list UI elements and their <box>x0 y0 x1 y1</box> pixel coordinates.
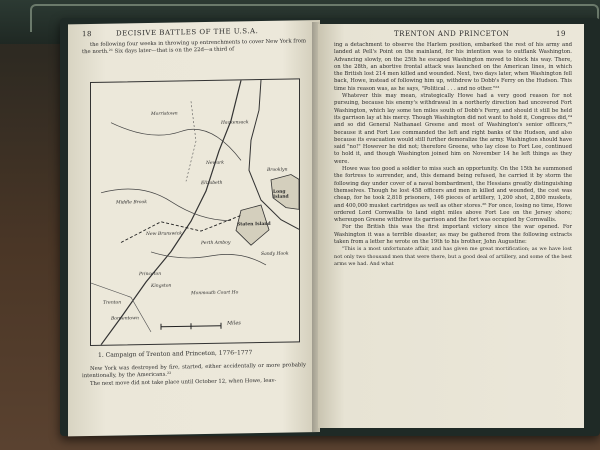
left-bottom-text: New York was destroyed by fire, started, either accidentally or more probably intentionally, by the Americans.²² The next move did not take place until October 12, when Howe, leav- <box>82 362 306 387</box>
map-label: New Brunswick <box>146 231 182 238</box>
map-label: Perth Amboy <box>201 240 231 247</box>
paragraph: Howe was too good a soldier to miss such an opportunity. On the 15th he summoned the fortress to surrender, and, this demand being refused, he carried it by storm the following day under cover of a naval bombardment, the Hessians greatly distinguishing themselves. Though he lost 458 officers and men in killed and wounded, the cost was cheap, for he took 2,818 prisoners, 146 pieces of artillery, 1,200 shot, 2,800 muskets, and 400,000 musket cartridges as well as other stores.²⁶ For once, losing no time, Howe ordered Lord Cornwallis to land eight miles above Fort Lee on the Jersey shore; whereupon Greene withdrew its garrison and the fort was occupied by Cornwallis. <box>334 166 572 224</box>
right-page <box>318 24 584 428</box>
map-label: Princeton <box>139 271 162 278</box>
map-label: Morristown <box>151 111 178 117</box>
map-label: Hackensack <box>221 120 249 126</box>
map-label: Bordentown <box>111 316 139 322</box>
paragraph: ing a detachment to observe the Harlem position, embarked the rest of his army and landed at Pell's Point on the mainland, for his intention was to outflank Washington. Advancing slowly, on the 25th he escaped Washington moved to block his way. There, on the 28th, an abortive frontal attack was launched on the American lines, in which the British lost 214 men killed and wounded. Next, two days later, when Washington fell back, Howe, instead of following him up, withdrew to Dobb's Ferry on the Hudson. This time his reason was, as he says, "Political . . . and no other."²³ <box>334 42 572 92</box>
left-page-number: 18 <box>82 29 92 39</box>
left-top-text: the following four weeks in throwing up entrenchments to cover New York from the north.²¹ Six days later—that is on the 22d—a third of <box>82 38 306 56</box>
paragraph: For the British this was the first important victory since the war opened. For Washington it was a terrible disaster, as may be gathered from the following extracts taken from a letter he wrote on the 19th to his brother, John Augustine: <box>334 224 572 246</box>
map-label: Trenton <box>103 300 122 306</box>
map-label: Staten Island <box>237 221 271 228</box>
map-label: Monmouth Court Ho <box>191 290 239 297</box>
map-label: Kingston <box>151 283 172 289</box>
map-label: Brooklyn <box>267 167 288 173</box>
map-label: Elizabeth <box>201 180 223 187</box>
campaign-map <box>90 78 300 346</box>
map-scale-label: Miles <box>227 320 241 327</box>
map-drawing <box>91 79 299 345</box>
right-running-head: TRENTON AND PRINCETON <box>394 30 510 38</box>
right-body-text <box>334 42 572 268</box>
left-page <box>68 20 320 436</box>
map-label: Middle Brook <box>116 200 147 206</box>
map-label: Sandy Hook <box>261 251 289 258</box>
paragraph: "This is a most unfortunate affair, and has given me great mortification; as we have lost not only two thousand men that were there, but a good deal of artillery, and some of the best arms we had. And what <box>334 246 572 267</box>
paragraph: Whatever this may mean, strategically Howe had a very good reason for not pursuing, because his enemy's withdrawal in a northerly direction had uncovered Fort Washington, which lay some ten miles south of Dobb's Ferry, and should it still be held its garrison lay at his mercy. Though Washington did not want to hold it, Congress did,²⁴ and so did General Nathanael Greene and most of Washington's senior officers,²⁵ because it and Fort Lee commanded the left and right banks of the Hudson, and also because its evacuation would still further demoralize the army. Washington should have said "no!" However he did not; therefore Greene, who lay close to Fort Lee, continued to hold it, and though Washington joined him on November 14 he left things as they were. <box>334 93 572 165</box>
map-caption: 1. Campaign of Trenton and Princeton, 1776–1777 <box>98 349 253 359</box>
right-page-number: 19 <box>556 30 566 38</box>
map-label: Long Island <box>273 189 289 200</box>
map-label: Newark <box>206 160 225 166</box>
left-running-head: DECISIVE BATTLES OF THE U.S.A. <box>116 27 259 38</box>
